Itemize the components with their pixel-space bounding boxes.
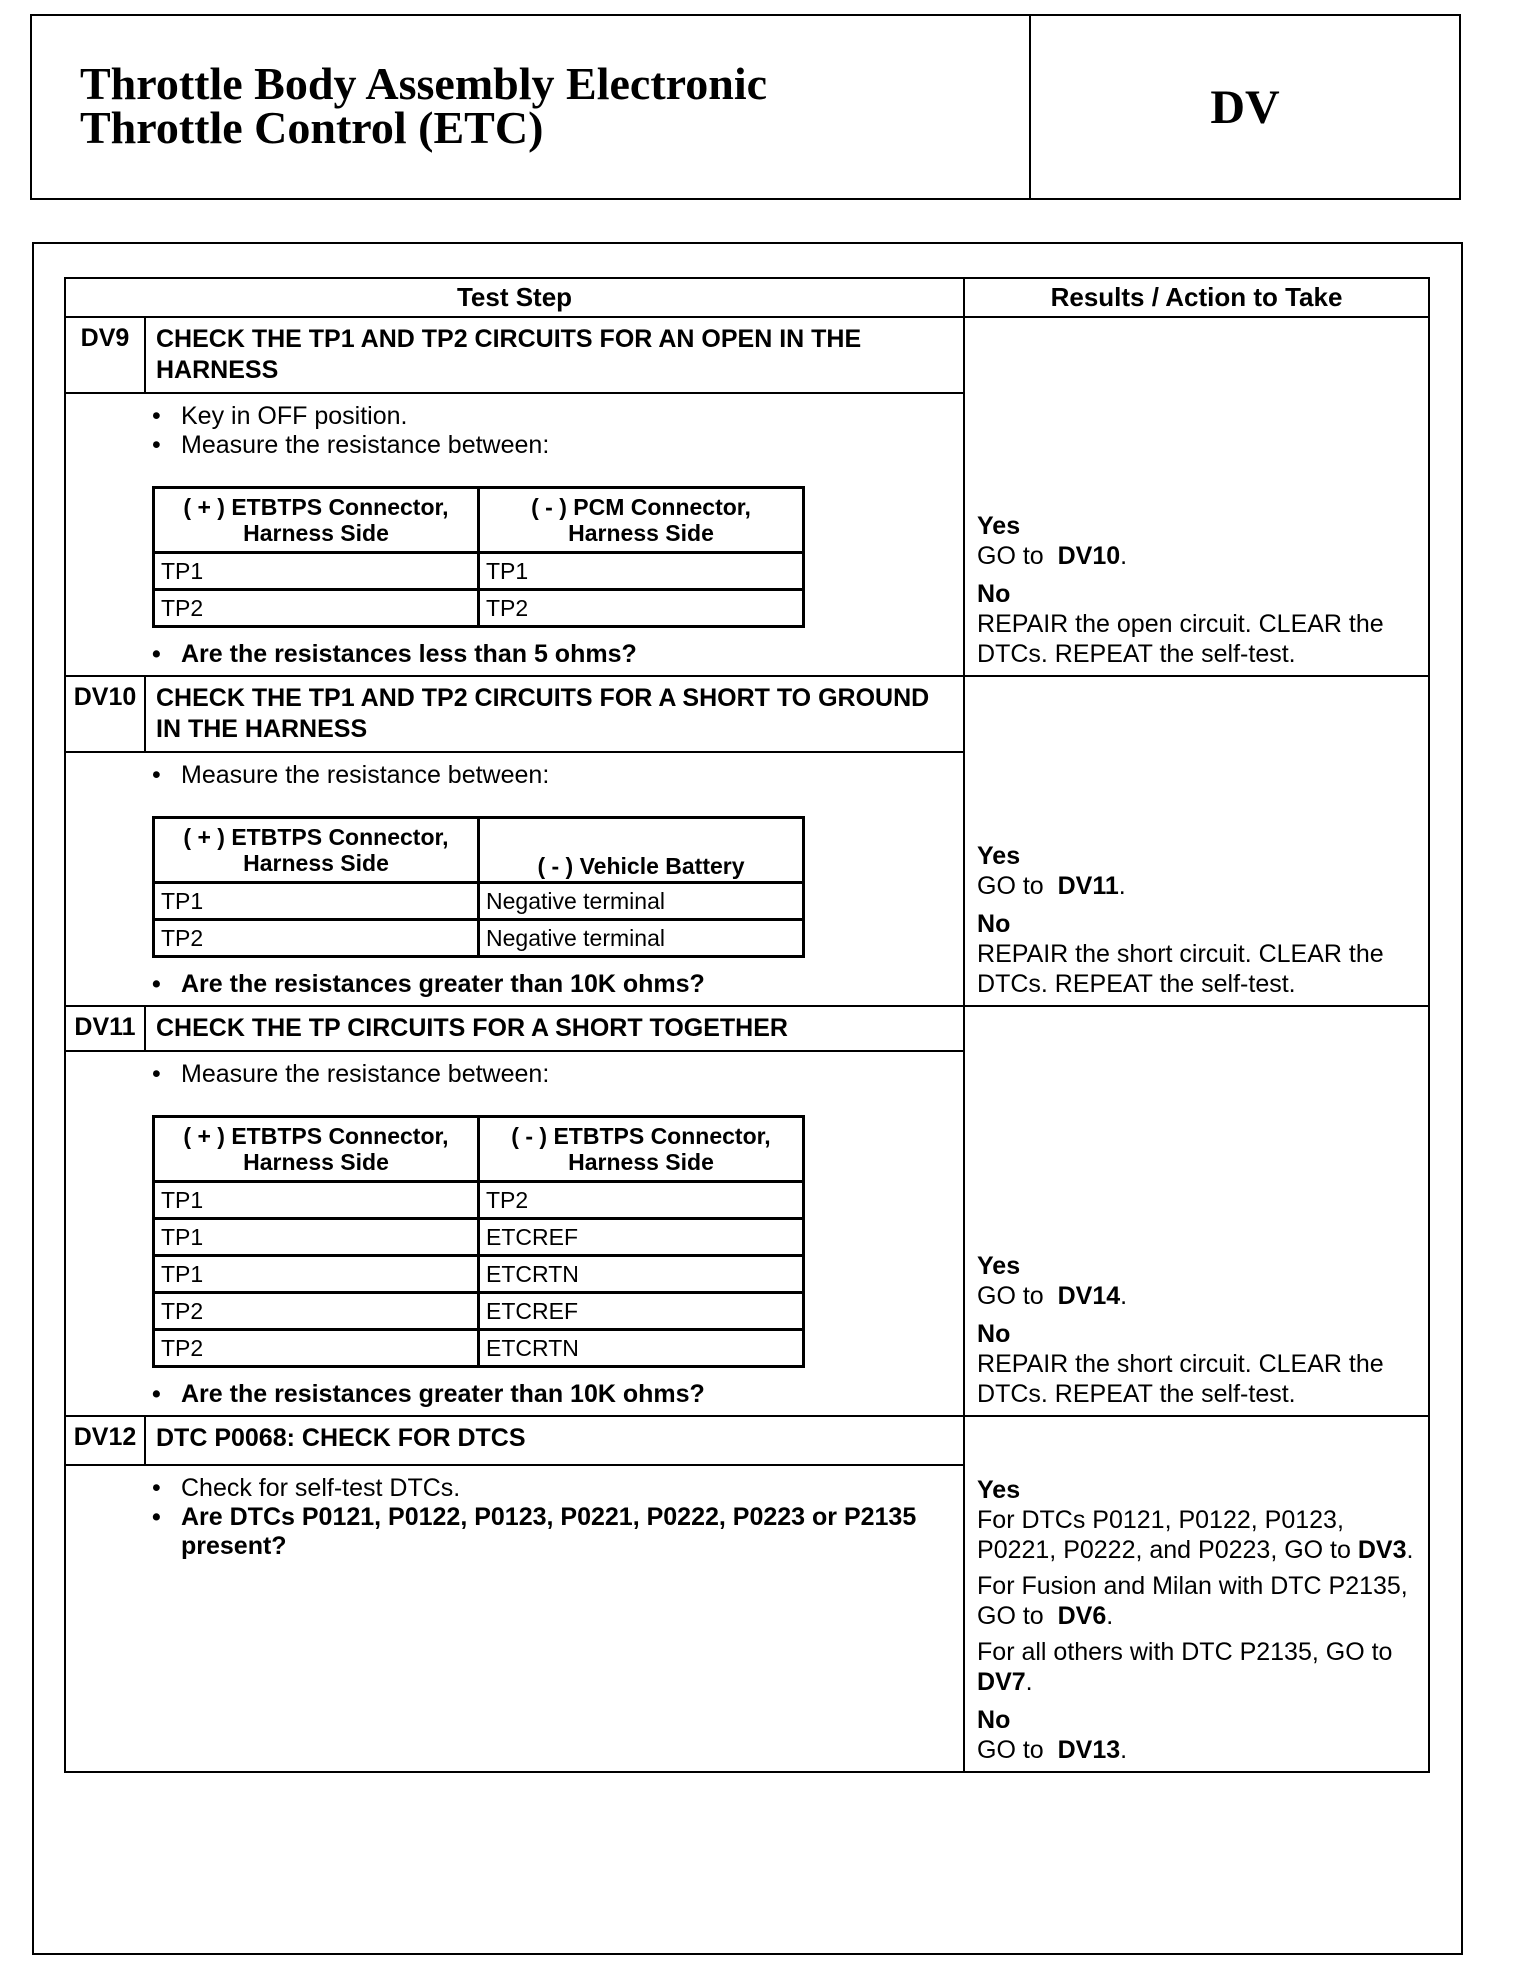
table-row — [154, 590, 804, 627]
col-header-test-step: Test Step — [65, 278, 964, 317]
resistance-table — [152, 1115, 805, 1368]
instruction-list — [152, 1474, 949, 1561]
resistance-table — [152, 816, 805, 958]
no-action: REPAIR the open circuit. CLEAR the DTCs. REPEAT the self-test. — [977, 610, 1384, 668]
table-row — [154, 1293, 804, 1330]
yes-action: GO to DV14. — [977, 1282, 1128, 1310]
yes-action: GO to DV10. — [977, 542, 1128, 570]
instruction-item: • Measure the resistance between: — [152, 761, 949, 790]
table-cell: TP1 — [479, 553, 804, 590]
no-action: REPAIR the short circuit. CLEAR the DTCs. REPEAT the self-test. — [977, 940, 1384, 998]
table-cell: ETCREF — [479, 1219, 804, 1256]
table-row — [154, 553, 804, 590]
table-cell: TP1 — [154, 1182, 479, 1219]
instruction-list — [152, 1060, 949, 1089]
question: • Are the resistances less than 5 ohms? — [152, 640, 949, 669]
yes-action-1: For DTCs P0121, P0122, P0123, P0221, P0222, and P0223, GO to DV3. — [977, 1506, 1414, 1564]
no-label: No — [977, 1706, 1011, 1734]
question-list — [152, 970, 949, 999]
table-row — [154, 1330, 804, 1367]
test-step-table — [64, 277, 1430, 1773]
yes-action-2: For Fusion and Milan with DTC P2135, GO to DV6. — [977, 1572, 1408, 1630]
resistance-table — [152, 486, 805, 628]
table-row — [154, 1182, 804, 1219]
question: • Are DTCs P0121, P0122, P0123, P0221, P0222, P0223 or P2135 present? — [152, 1503, 949, 1561]
no-action: REPAIR the short circuit. CLEAR the DTCs. REPEAT the self-test. — [977, 1350, 1384, 1408]
step-title: CHECK THE TP1 AND TP2 CIRCUITS FOR A SHORT TO GROUND IN THE HARNESS — [145, 676, 964, 752]
page-title-line2: Throttle Control (ETC) — [80, 102, 544, 153]
table-row — [154, 883, 804, 920]
step-dv10-results — [964, 676, 1429, 1006]
column-header: ( + ) ETBTPS Connector, Harness Side — [154, 488, 479, 553]
table-cell: TP2 — [154, 920, 479, 957]
table-cell: Negative terminal — [479, 883, 804, 920]
col-header-results: Results / Action to Take — [964, 278, 1429, 317]
step-dv11-title-row — [65, 1006, 1429, 1051]
yes-label: Yes — [977, 512, 1021, 540]
step-dv10-title-row — [65, 676, 1429, 752]
instruction-item: • Key in OFF position. — [152, 402, 949, 431]
table-cell: TP2 — [154, 1293, 479, 1330]
step-dv12-body — [65, 1465, 964, 1772]
step-dv9-body — [65, 393, 964, 676]
step-title: DTC P0068: CHECK FOR DTCS — [145, 1416, 964, 1465]
table-header-row — [65, 278, 1429, 317]
step-dv10-body — [65, 752, 964, 1006]
instruction-list — [152, 402, 949, 460]
step-dv12-title-row — [65, 1416, 1429, 1465]
table-cell: ETCRTN — [479, 1330, 804, 1367]
column-header: ( + ) ETBTPS Connector, Harness Side — [154, 818, 479, 883]
step-title: CHECK THE TP1 AND TP2 CIRCUITS FOR AN OPEN IN THE HARNESS — [145, 317, 964, 393]
yes-action: GO to DV11. — [977, 872, 1126, 900]
instruction-item: • Measure the resistance between: — [152, 431, 949, 460]
column-header: ( + ) ETBTPS Connector, Harness Side — [154, 1117, 479, 1182]
question: • Are the resistances greater than 10K ohms? — [152, 1380, 949, 1409]
table-cell: TP1 — [154, 1219, 479, 1256]
yes-action-3: For all others with DTC P2135, GO to DV7. — [977, 1638, 1393, 1696]
instruction-item: • Check for self-test DTCs. — [152, 1474, 949, 1503]
step-id: DV12 — [65, 1416, 145, 1465]
instruction-item: • Measure the resistance between: — [152, 1060, 949, 1089]
table-row — [154, 1219, 804, 1256]
table-cell: TP1 — [154, 883, 479, 920]
table-cell: ETCRTN — [479, 1256, 804, 1293]
step-dv12-results — [964, 1416, 1429, 1772]
column-header: ( - ) PCM Connector, Harness Side — [479, 488, 804, 553]
step-id: DV11 — [65, 1006, 145, 1051]
yes-label: Yes — [977, 1252, 1021, 1280]
table-cell: TP2 — [154, 590, 479, 627]
section-code: DV — [1210, 80, 1280, 134]
column-header: ( - ) ETBTPS Connector, Harness Side — [479, 1117, 804, 1182]
step-dv11-results — [964, 1006, 1429, 1416]
step-id: DV9 — [65, 317, 145, 393]
table-cell: Negative terminal — [479, 920, 804, 957]
step-dv9-title-row — [65, 317, 1429, 393]
yes-label: Yes — [977, 842, 1021, 870]
table-cell: ETCREF — [479, 1293, 804, 1330]
table-cell: TP2 — [479, 1182, 804, 1219]
instruction-list — [152, 761, 949, 790]
table-cell: TP1 — [154, 1256, 479, 1293]
no-action: GO to DV13. — [977, 1736, 1128, 1764]
step-title: CHECK THE TP CIRCUITS FOR A SHORT TOGETHER — [145, 1006, 964, 1051]
question-list — [152, 1380, 949, 1409]
step-dv11-body — [65, 1051, 964, 1416]
yes-label: Yes — [977, 1476, 1021, 1504]
table-row — [154, 1256, 804, 1293]
table-cell: TP2 — [154, 1330, 479, 1367]
page-title-line1: Throttle Body Assembly Electronic — [80, 58, 768, 109]
table-cell: TP2 — [479, 590, 804, 627]
column-header: ( - ) Vehicle Battery — [479, 818, 804, 883]
question-list — [152, 640, 949, 669]
no-label: No — [977, 580, 1011, 608]
table-cell: TP1 — [154, 553, 479, 590]
step-id: DV10 — [65, 676, 145, 752]
question: • Are the resistances greater than 10K ohms? — [152, 970, 949, 999]
no-label: No — [977, 1320, 1011, 1348]
table-row — [154, 920, 804, 957]
no-label: No — [977, 910, 1011, 938]
page-title — [32, 16, 1031, 198]
step-dv9-results — [964, 317, 1429, 676]
page-header — [30, 14, 1461, 200]
